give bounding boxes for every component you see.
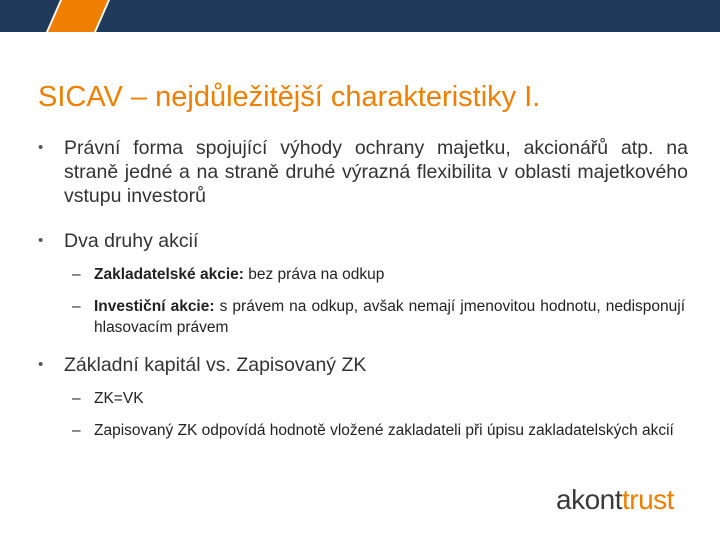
subitem-text: ZK=VK — [94, 390, 144, 407]
dash-marker: – — [72, 422, 81, 439]
bullet-item-capital — [38, 353, 688, 377]
bullet-text: Dva druhy akcií — [64, 230, 199, 252]
subitem-text: Zapisovaný ZK odpovídá hodnotě vložené zakladateli při úpisu zakladatelských akcií — [94, 422, 674, 439]
dash-marker: – — [72, 390, 81, 407]
page-title: SICAV – nejdůležitější charakteristiky I. — [38, 81, 541, 113]
subitem-founder-shares — [72, 264, 685, 285]
akonttrust-logo — [556, 484, 674, 516]
subitem-term: Zakladatelské akcie: — [94, 266, 244, 283]
bullet-text: Právní forma spojující výhody ochrany majetku, akcionářů atp. na straně jedné a na straně druhé výrazná flexibilita v oblasti majetkového vstupu investorů — [64, 137, 688, 207]
bullet-marker: • — [38, 232, 44, 249]
bullet-item-legal-form — [38, 136, 688, 208]
subitem-text — [94, 296, 685, 338]
subitem-description: bez práva na odkup — [243, 266, 385, 283]
subitem-term: Investiční akcie: — [94, 298, 215, 315]
bullet-item-share-types — [38, 229, 688, 253]
subitem-text — [94, 264, 685, 285]
top-bar-navy-segment-right — [96, 0, 720, 32]
subitem-description: s právem na odkup, avšak nemají jmenovitou hodnotu, nedisponují hlasovacím právem — [94, 298, 685, 336]
bullet-text: Základní kapitál vs. Zapisovaný ZK — [64, 354, 367, 376]
logo-text-akont: akont — [556, 484, 622, 515]
dash-marker: – — [72, 266, 81, 283]
bullet-marker: • — [38, 356, 44, 373]
subitem-zk-vk — [72, 388, 685, 409]
logo-text-trust: trust — [622, 484, 674, 515]
bullet-marker: • — [38, 139, 44, 156]
dash-marker: – — [72, 298, 81, 315]
subitem-registered-capital — [72, 420, 685, 441]
subitem-investment-shares — [72, 296, 685, 338]
top-decoration-bar — [0, 0, 720, 32]
